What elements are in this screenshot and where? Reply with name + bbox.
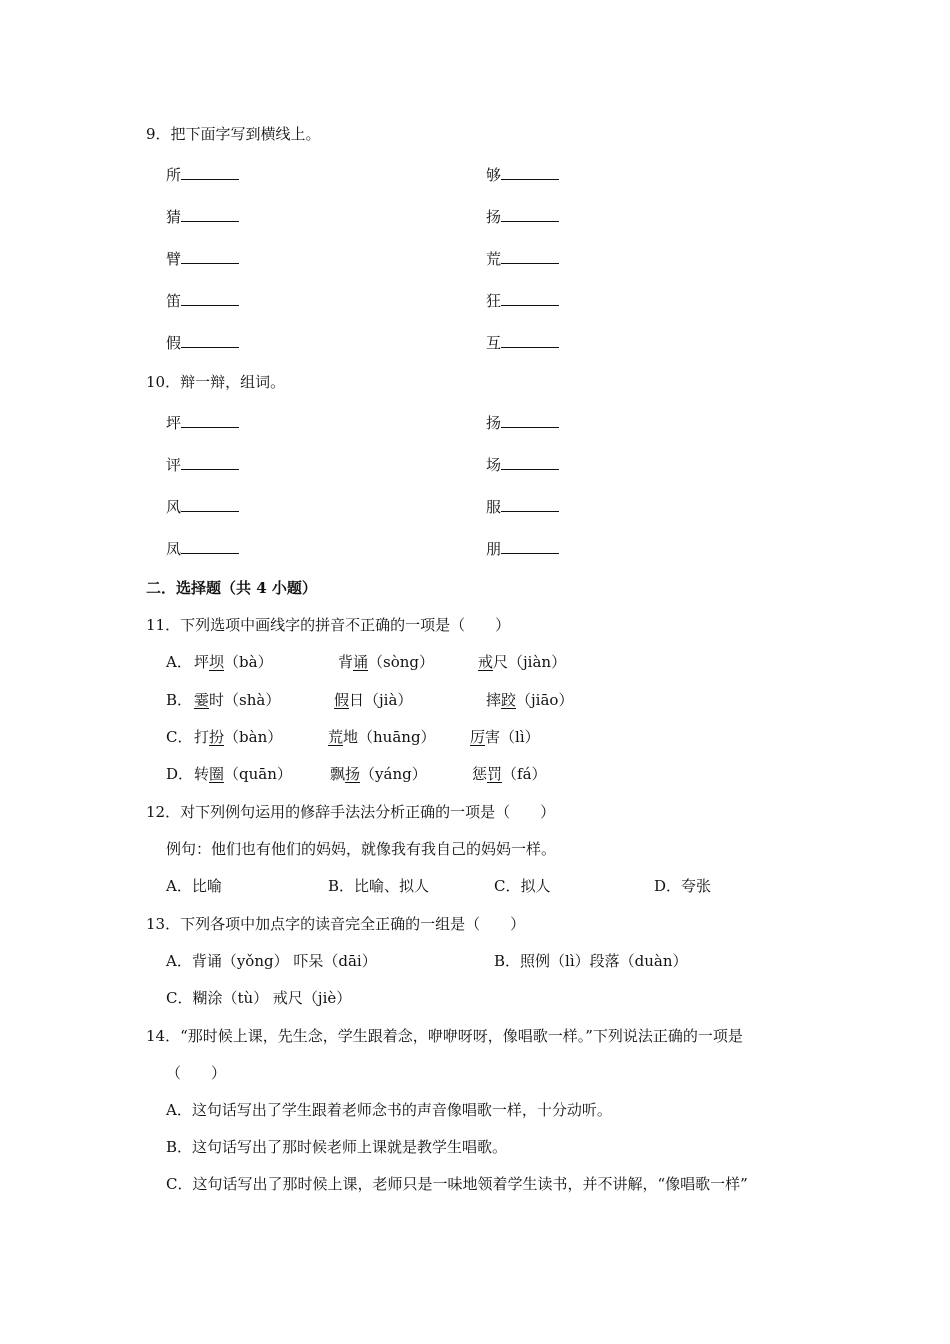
q14-title: 14．“那时候上课，先生念，学生跟着念，咿咿呀呀，像唱歌一样。”下列说法正确的一项是 (146, 1027, 743, 1045)
answer-blank[interactable] (181, 332, 239, 348)
answer-blank[interactable] (501, 454, 559, 470)
answer-blank[interactable] (181, 248, 239, 264)
answer-blank[interactable] (181, 290, 239, 306)
q14-option-c[interactable]: C．这句话写出了那时候上课，老师只是一味地领着学生读书，并不讲解，“像唱歌一样” (166, 1175, 748, 1193)
answer-blank[interactable] (501, 290, 559, 306)
q13-option-a[interactable]: A．背诵（yǒng） 吓呆（dāi） (166, 952, 377, 970)
answer-blank[interactable] (501, 412, 559, 428)
q11-option-c-item: 荒地（huāng） (328, 728, 436, 746)
q11-option-d-label[interactable]: D． (166, 765, 194, 783)
q9-right-item: 够 (486, 164, 559, 185)
q11-option-b-item: 霎时（shà） (194, 691, 281, 709)
q12-option-b[interactable]: B．比喻、拟人 (328, 877, 430, 895)
answer-blank[interactable] (501, 496, 559, 512)
answer-blank[interactable] (181, 164, 239, 180)
q14-option-a[interactable]: A．这句话写出了学生跟着老师念书的声音像唱歌一样，十分动听。 (166, 1101, 612, 1119)
q11-option-a-item: 背诵（sòng） (338, 653, 435, 671)
q11-option-b-item: 假日（jià） (334, 691, 413, 709)
section-heading: 二．选择题（共 4 小题） (146, 579, 317, 597)
q12-option-a[interactable]: A．比喻 (166, 877, 222, 895)
q11-option-c-label[interactable]: C． (166, 728, 193, 746)
answer-blank[interactable] (501, 206, 559, 222)
q12-title: 12．对下列例句运用的修辞手法法分析正确的一项是（ ） (146, 803, 556, 821)
q10-right-item: 扬 (486, 412, 559, 433)
q11-option-a-label[interactable]: A． (166, 653, 192, 671)
q11-option-a-item: 坪坝（bà） (194, 653, 273, 671)
q10-right-item: 场 (486, 454, 559, 475)
q12-example: 例句：他们也有他们的妈妈，就像我有我自己的妈妈一样。 (166, 840, 557, 858)
q10-right-item: 服 (486, 496, 559, 517)
answer-blank[interactable] (501, 248, 559, 264)
q9-right-item: 狂 (486, 290, 559, 311)
q9-left-item: 臂 (166, 248, 239, 269)
q13-option-c[interactable]: C．糊涂（tù） 戒尺（jiè） (166, 989, 352, 1007)
q9-title: 9．把下面字写到横线上。 (146, 125, 321, 143)
q10-left-item: 风 (166, 496, 239, 517)
q9-left-item: 所 (166, 164, 239, 185)
answer-blank[interactable] (181, 412, 239, 428)
q9-left-item: 猜 (166, 206, 239, 227)
q9-right-item: 互 (486, 332, 559, 353)
q11-option-d-item: 惩罚（fá） (472, 765, 547, 783)
q11-option-d-item: 飘扬（yáng） (330, 765, 427, 783)
answer-blank[interactable] (501, 164, 559, 180)
answer-blank[interactable] (181, 206, 239, 222)
q12-option-c[interactable]: C．拟人 (494, 877, 551, 895)
answer-blank[interactable] (181, 454, 239, 470)
q10-left-item: 凤 (166, 538, 239, 559)
q13-title: 13．下列各项中加点字的读音完全正确的一组是（ ） (146, 915, 526, 933)
q12-option-d[interactable]: D．夸张 (654, 877, 712, 895)
q10-left-item: 坪 (166, 412, 239, 433)
q10-left-item: 评 (166, 454, 239, 475)
q9-left-item: 假 (166, 332, 239, 353)
q14-answer-paren: （ ） (166, 1064, 227, 1082)
answer-blank[interactable] (181, 538, 239, 554)
q11-title: 11．下列选项中画线字的拼音不正确的一项是（ ） (146, 616, 511, 634)
q9-right-item: 扬 (486, 206, 559, 227)
answer-blank[interactable] (501, 538, 559, 554)
q11-option-b-item: 摔跤（jiāo） (486, 691, 574, 709)
q10-title: 10．辩一辩，组词。 (146, 373, 286, 391)
q11-option-d-item: 转圈（quān） (194, 765, 292, 783)
q10-right-item: 朋 (486, 538, 559, 559)
q11-option-a-item: 戒尺（jiàn） (478, 653, 567, 671)
q11-option-c-item: 厉害（lì） (470, 728, 540, 746)
q9-left-item: 笛 (166, 290, 239, 311)
answer-blank[interactable] (181, 496, 239, 512)
q9-right-item: 荒 (486, 248, 559, 269)
answer-blank[interactable] (501, 332, 559, 348)
q13-option-b[interactable]: B．照例（lì）段落（duàn） (494, 952, 688, 970)
q11-option-c-item: 打扮（bàn） (194, 728, 283, 746)
q14-option-b[interactable]: B．这句话写出了那时候老师上课就是教学生唱歌。 (166, 1138, 508, 1156)
q11-option-b-label[interactable]: B． (166, 691, 193, 709)
